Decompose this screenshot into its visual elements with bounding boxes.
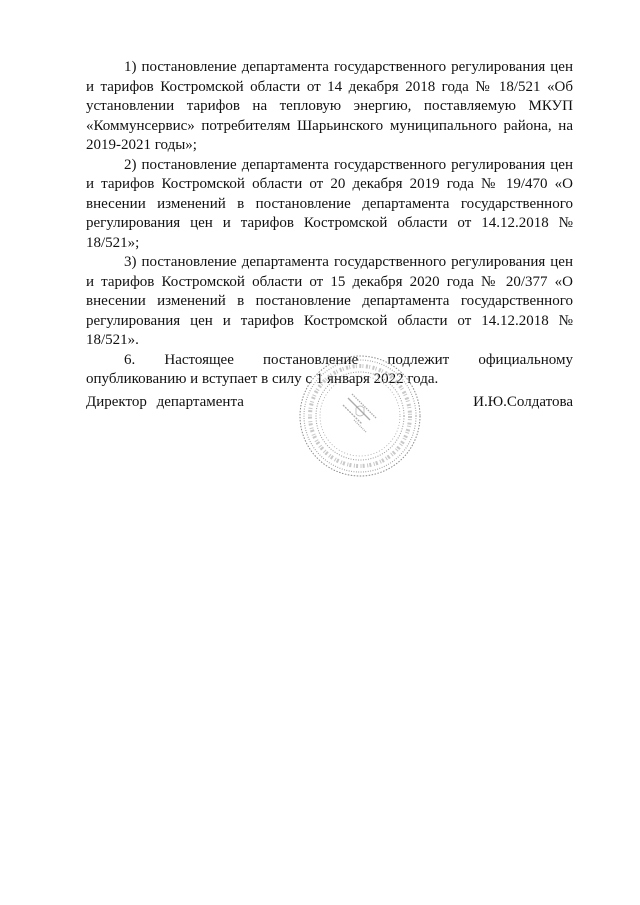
official-seal-stamp (296, 352, 424, 480)
paragraph-item-6: 6. Настоящее постановление подлежит официальному опубликованию и вступает в силу с 1 января 2022 года. (86, 351, 573, 387)
signatory-name: И.Ю.Солдатова (473, 394, 573, 410)
paragraph-item-2: 2) постановление департамента государственного регулирования цен и тарифов Костромской области от 20 декабря 2019 года № 19/470 «О внесении изменений в постановление департамента государственного регулирования цен и тарифов Костромской области от 14.12.2018 № 18/521»; (86, 156, 573, 251)
signatory-position: Директор департамента (86, 394, 244, 410)
document-body (86, 58, 573, 390)
paragraph-item-1: 1) постановление департамента государственного регулирования цен и тарифов Костромской области от 14 декабря 2018 года № 18/521 «Об установлении тарифов на тепловую энергию, поставляемую МКУП «Коммунсервис» потребителям Шарьинского муниципального района, на 2019-2021 годы»; (86, 59, 573, 153)
paragraph-item-3: 3) постановление департамента государственного регулирования цен и тарифов Костромской области от 15 декабря 2020 года № 20/377 «О внесении изменений в постановление департамента государственного регулирования цен и тарифов Костромской области от 14.12.2018 № 18/521». (86, 254, 573, 348)
